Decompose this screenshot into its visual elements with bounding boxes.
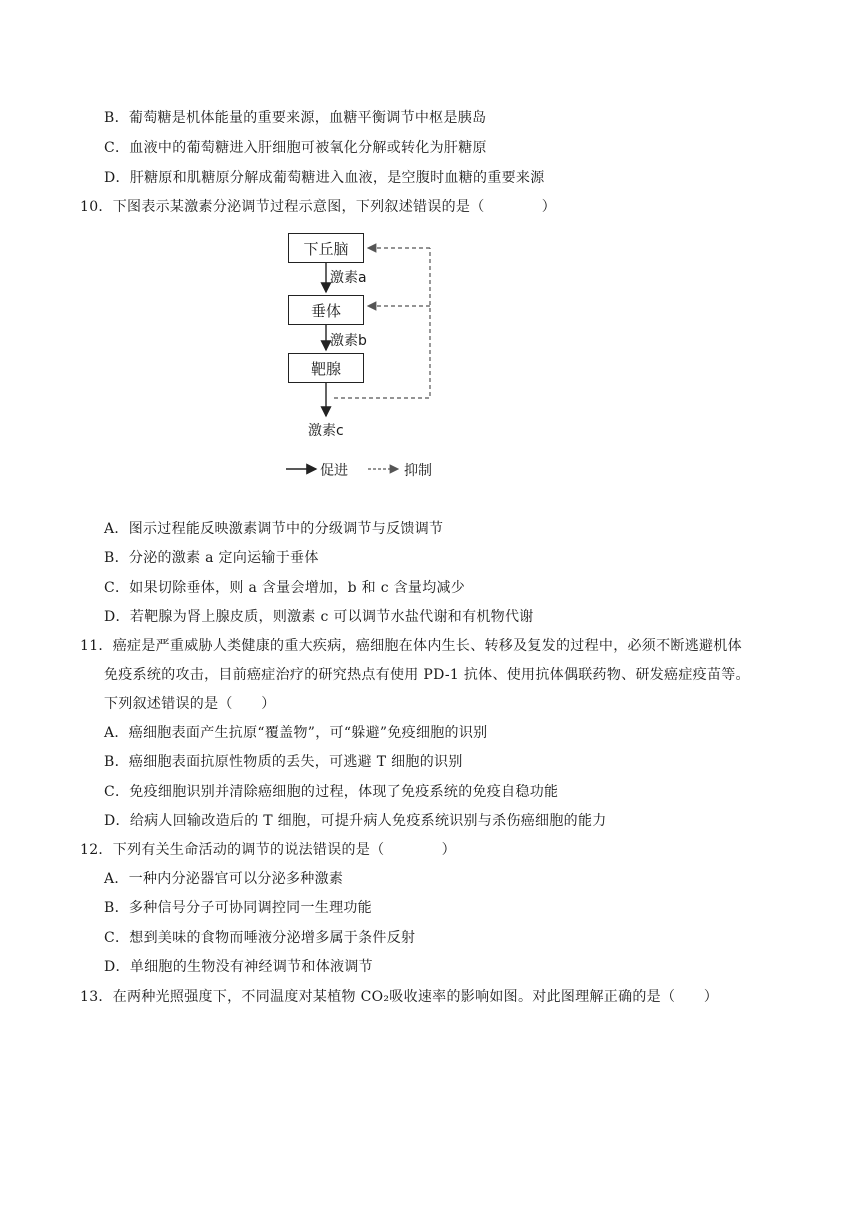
q9-option-d: D．肝糖原和肌糖原分解成葡萄糖进入血液，是空腹时血糖的重要来源 [104,170,545,186]
box-hypothalamus: 下丘脑 [288,233,364,263]
q11-option-a: A．癌细胞表面产生抗原“覆盖物”，可“躲避”免疫细胞的识别 [104,725,488,741]
box-target-gland: 靶腺 [288,353,364,383]
q10-option-d: D．若靶腺为肾上腺皮质，则激素 c 可以调节水盐代谢和有机物代谢 [104,609,534,625]
q10-option-a: A．图示过程能反映激素调节中的分级调节与反馈调节 [104,521,444,537]
q10-stem: 10．下图表示某激素分泌调节过程示意图，下列叙述错误的是（ ） [80,199,557,215]
q11-stem-line-1: 11．癌症是严重威胁人类健康的重大疾病，癌细胞在体内生长、转移及复发的过程中，必须不断逃避机体 [80,638,742,654]
q12-option-a: A．一种内分泌器官可以分泌多种激素 [104,871,344,887]
q11-stem-line-2: 免疫系统的攻击，目前癌症治疗的研究热点有使用 PD-1 抗体、使用抗体偶联药物、研发癌症疫苗等。 [104,667,750,683]
q11-stem-line-3: 下列叙述错误的是（ ） [104,696,276,712]
legend-promote-label: 促进 [320,463,348,479]
q12-option-b: B．多种信号分子可协同调控同一生理功能 [104,900,372,916]
q10-option-c: C．如果切除垂体，则 a 含量会增加，b 和 c 含量均减少 [104,580,466,596]
q11-option-c: C．免疫细胞识别并清除癌细胞的过程，体现了免疫系统的免疫自稳功能 [104,784,559,800]
label-hormone-b: 激素b [330,333,367,349]
box-pituitary: 垂体 [288,295,364,325]
q11-option-b: B．癌细胞表面抗原性物质的丢失，可逃避 T 细胞的识别 [104,754,463,770]
label-hormone-c: 激素c [308,423,344,439]
diagram-arrows [0,0,860,500]
q12-stem: 12．下列有关生命活动的调节的说法错误的是（ ） [80,842,456,858]
legend-inhibit-label: 抑制 [404,463,432,479]
q12-option-d: D．单细胞的生物没有神经调节和体液调节 [104,959,373,975]
q13-stem: 13．在两种光照强度下，不同温度对某植物 CO₂吸收速率的影响如图。对此图理解正确的是（ ） [80,989,719,1005]
label-hormone-a: 激素a [330,270,367,286]
q11-option-d: D．给病人回输改造后的 T 细胞，可提升病人免疫系统识别与杀伤癌细胞的能力 [104,813,607,829]
q9-option-c: C．血液中的葡萄糖进入肝细胞可被氧化分解或转化为肝糖原 [104,140,487,156]
q12-option-c: C．想到美味的食物而唾液分泌增多属于条件反射 [104,930,416,946]
q10-option-b: B．分泌的激素 a 定向运输于垂体 [104,550,319,566]
q9-option-b: B．葡萄糖是机体能量的重要来源，血糖平衡调节中枢是胰岛 [104,110,487,126]
